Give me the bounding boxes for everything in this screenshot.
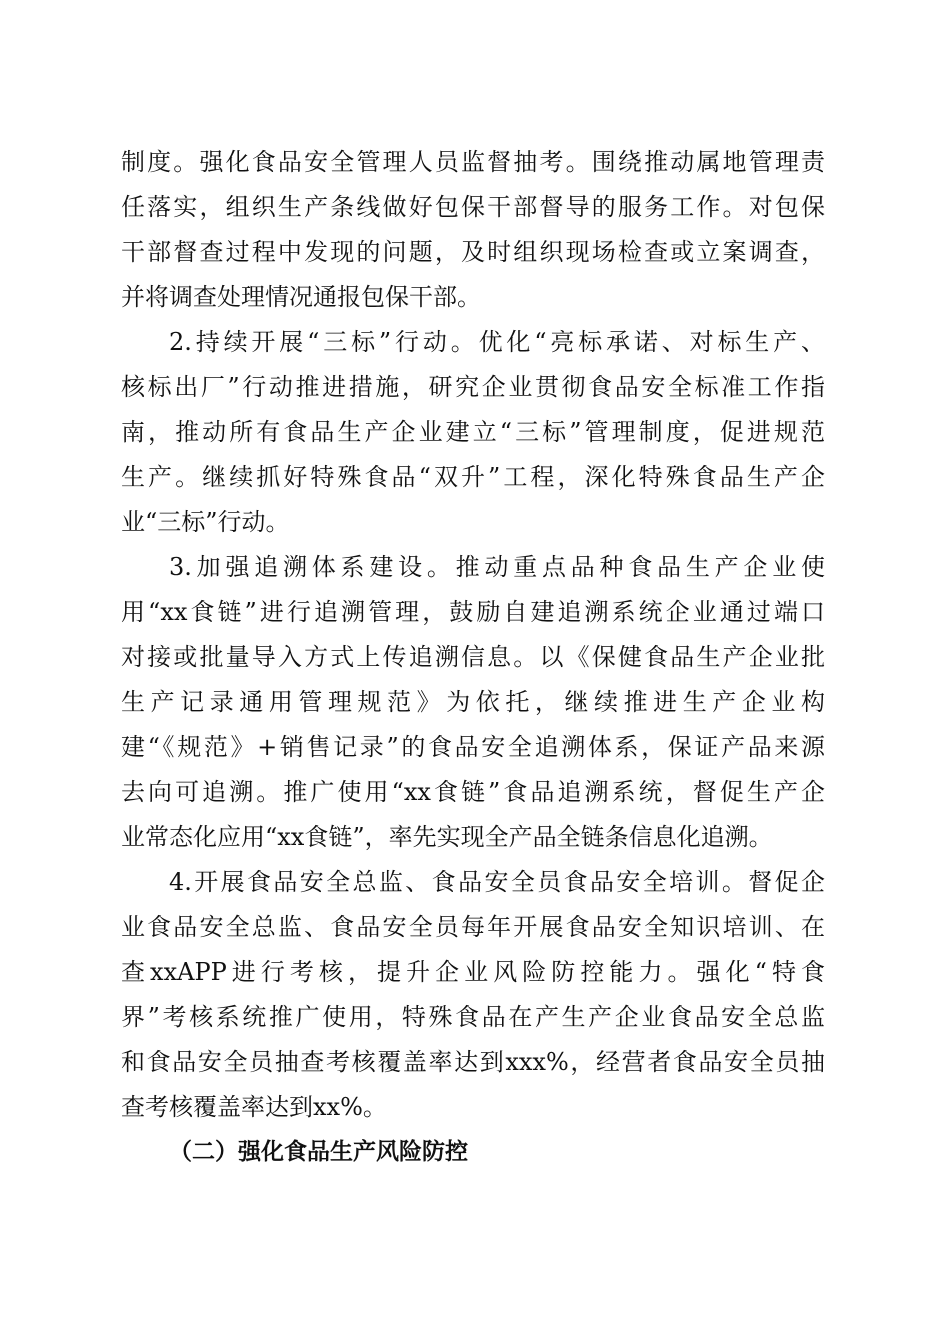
text-line: 业食品安全总监、食品安全员每年开展食品安全知识培训、在 xyxy=(121,913,825,941)
text-line: 去向可追溯。推广使用“xx食链”食品追溯系统，督促生产企 xyxy=(121,778,825,806)
text-line: 对接或批量导入方式上传追溯信息。以《保健食品生产企业批 xyxy=(121,643,825,671)
paragraph-item-2 xyxy=(121,320,825,545)
text-line: 界”考核系统推广使用，特殊食品在产生产企业食品安全总监 xyxy=(121,1003,825,1031)
text-line: 用“xx食链”进行追溯管理，鼓励自建追溯系统企业通过端口 xyxy=(121,598,825,626)
text-line: 建“《规范》+销售记录”的食品安全追溯体系，保证产品来源 xyxy=(121,733,825,761)
section-heading: （二）强化食品生产风险防控 xyxy=(169,1139,468,1165)
text-line: 制度。强化食品安全管理人员监督抽考。围绕推动属地管理责 xyxy=(121,148,825,176)
paragraph-item-3 xyxy=(121,545,825,860)
text-line: 南，推动所有食品生产企业建立“三标”管理制度，促进规范 xyxy=(121,418,825,446)
text-line: 生产。继续抓好特殊食品“双升”工程，深化特殊食品生产企 xyxy=(121,463,825,491)
text-line: 干部督查过程中发现的问题，及时组织现场检查或立案调查， xyxy=(121,238,825,266)
text-line: 生产记录通用管理规范》为依托，继续推进生产企业构 xyxy=(121,688,825,716)
paragraph-item-4 xyxy=(121,860,825,1130)
text-line: 3.加强追溯体系建设。推动重点品种食品生产企业使 xyxy=(169,553,825,581)
paragraph-continuation xyxy=(121,140,825,320)
text-line: 4.开展食品安全总监、食品安全员食品安全培训。督促企 xyxy=(169,868,825,896)
text-line: 任落实，组织生产条线做好包保干部督导的服务工作。对包保 xyxy=(121,193,825,221)
text-line: 2.持续开展“三标”行动。优化“亮标承诺、对标生产、 xyxy=(169,328,825,356)
text-line: 核标出厂”行动推进措施，研究企业贯彻食品安全标准工作指 xyxy=(121,373,825,401)
text-line: 和食品安全员抽查考核覆盖率达到xxx%，经营者食品安全员抽 xyxy=(121,1048,825,1076)
text-line: 并将调查处理情况通报包保干部。 xyxy=(121,283,481,311)
text-line: 业常态化应用“xx食链”，率先实现全产品全链条信息化追溯。 xyxy=(121,823,773,851)
document-body xyxy=(121,140,825,1175)
text-line: 查xxAPP进行考核，提升企业风险防控能力。强化“特食 xyxy=(121,958,825,986)
text-line: 查考核覆盖率达到xx%。 xyxy=(121,1093,387,1121)
text-line: 业“三标”行动。 xyxy=(121,508,290,536)
